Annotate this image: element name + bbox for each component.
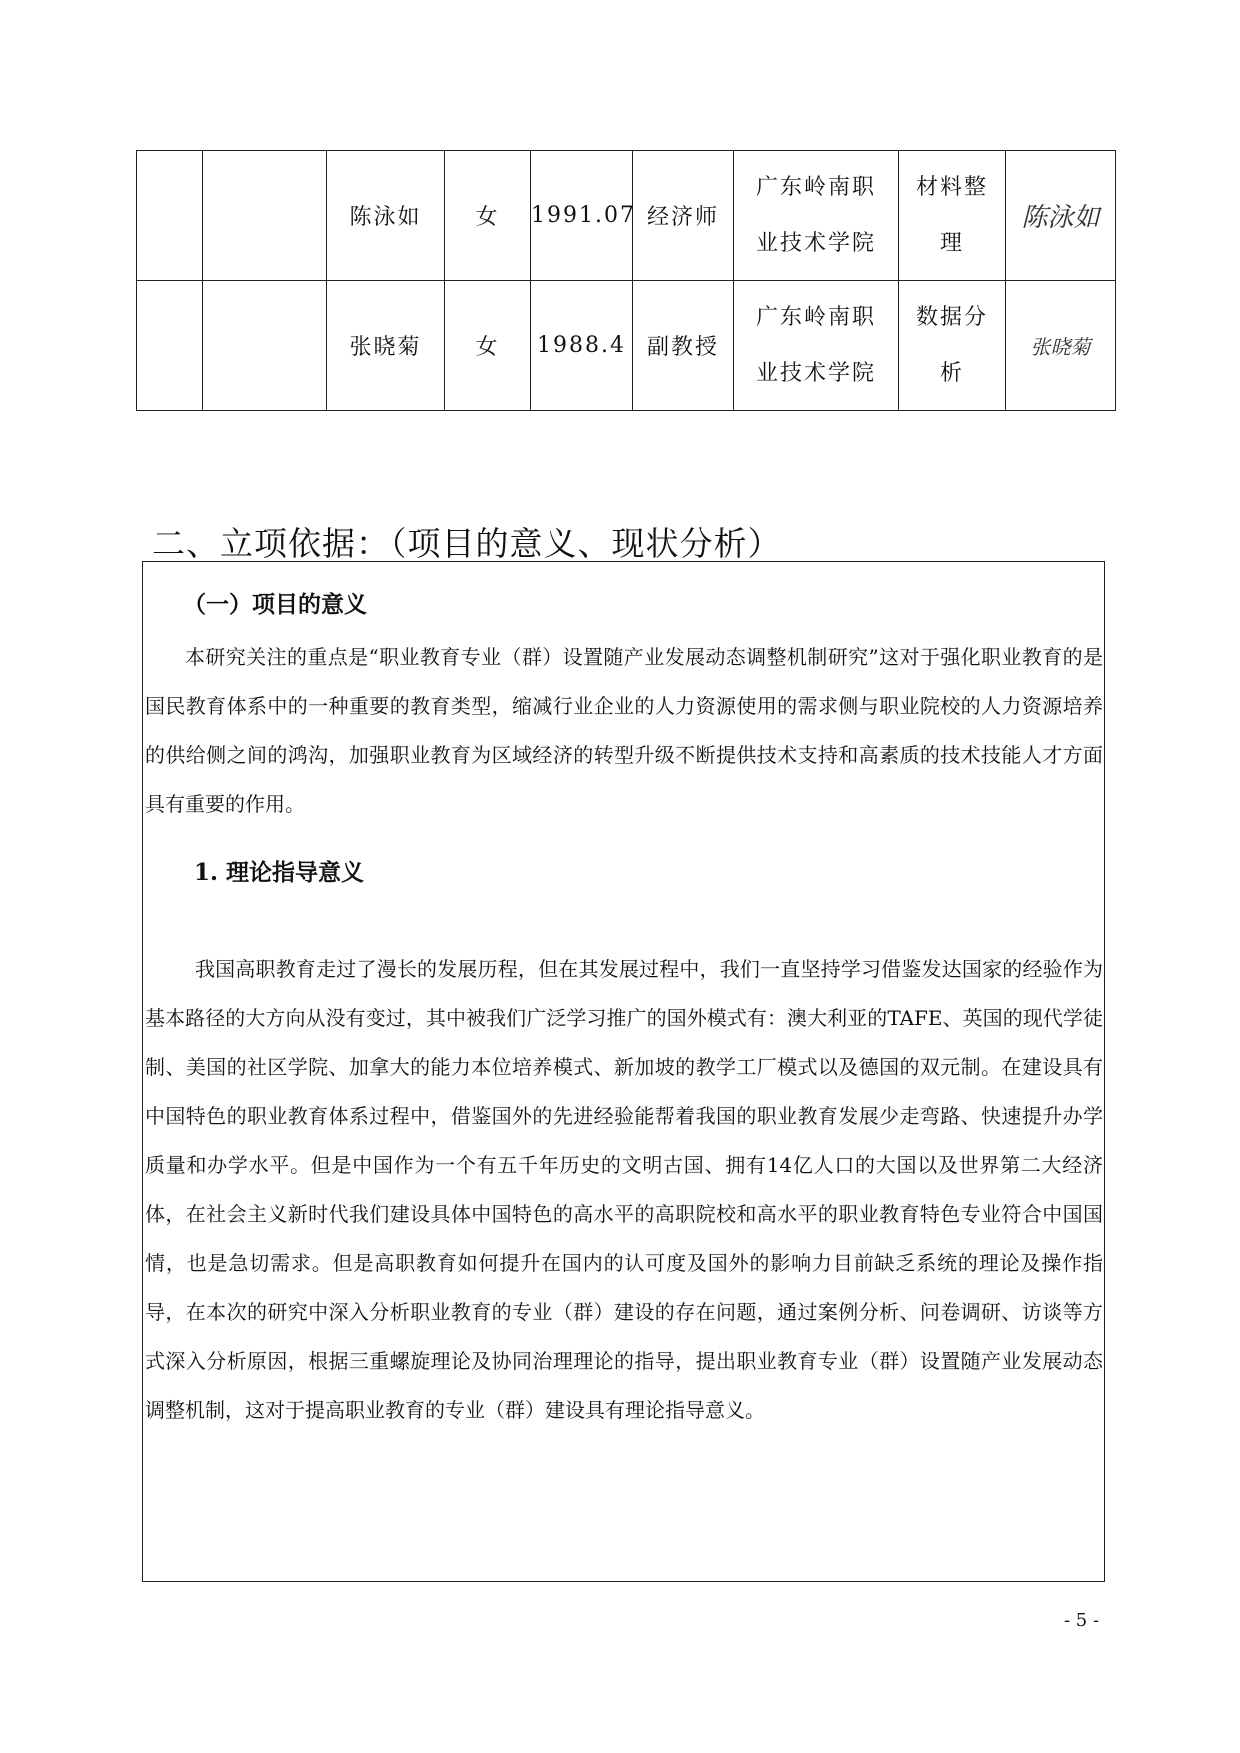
member-name: 陈泳如 [327, 151, 445, 281]
paragraph: 本研究关注的重点是“职业教育专业（群）设置随产业发展动态调整机制研究”这对于强化职业教育的是国民教育体系中的一种重要的教育类型，缩减行业企业的人力资源使用的需求侧与职业院校的人力资源培养的供给侧之间的鸿沟，加强职业教育为区域经济的转型升级不断提供技术支持和高素质的技术技能人才方面具有重要的作用。 [145, 645, 1103, 816]
member-duty [899, 281, 1006, 411]
signature-image: 张晓菊 [1030, 335, 1091, 359]
member-birth: 1988.4 [531, 281, 633, 411]
member-duty-line2: 理 [939, 230, 964, 256]
member-gender: 女 [445, 151, 531, 281]
member-duty [899, 151, 1006, 281]
page-number: - 5 - [1064, 1610, 1100, 1631]
sub-heading: （一）项目的意义 [183, 591, 367, 618]
member-name: 张晓菊 [327, 281, 445, 411]
content-box [142, 561, 1105, 1582]
member-unit-line1: 广东岭南职 [755, 174, 876, 200]
member-signature [1006, 281, 1116, 411]
member-table [136, 150, 1116, 411]
table-row [137, 281, 1116, 411]
member-unit [734, 151, 899, 281]
table-row [137, 151, 1116, 281]
empty-cell [137, 281, 203, 411]
sub-heading: 1. 理论指导意义 [194, 859, 365, 886]
member-signature [1006, 151, 1116, 281]
signature-image: 陈泳如 [1021, 203, 1100, 233]
member-title: 副教授 [633, 281, 734, 411]
member-unit-line1: 广东岭南职 [755, 304, 876, 330]
member-unit-line2: 业技术学院 [755, 360, 876, 386]
member-unit [734, 281, 899, 411]
empty-cell [203, 151, 327, 281]
paragraph: 我国高职教育走过了漫长的发展历程，但在其发展过程中，我们一直坚持学习借鉴发达国家的经验作为基本路径的大方向从没有变过，其中被我们广泛学习推广的国外模式有：澳大利亚的TAFE、英国的现代学徒制、美国的社区学院、加拿大的能力本位培养模式、新加坡的教学工厂模式以及德国的双元制。在建设具有中国特色的职业教育体系过程中，借鉴国外的先进经验能帮着我国的职业教育发展少走弯路、快速提升办学质量和办学水平。但是中国作为一个有五千年历史的文明古国、拥有14亿人口的大国以及世界第二大经济体，在社会主义新时代我们建设具体中国特色的高水平的高职院校和高水平的职业教育特色专业符合中国国情，也是急切需求。但是高职教育如何提升在国内的认可度及国外的影响力目前缺乏系统的理论及操作指导，在本次的研究中深入分析职业教育的专业（群）建设的存在问题，通过案例分析、问卷调研、访谈等方式深入分析原因，根据三重螺旋理论及协同治理理论的指导，提出职业教育专业（群）设置随产业发展动态调整机制，这对于提高职业教育的专业（群）建设具有理论指导意义。 [145, 957, 1103, 1422]
member-duty-line1: 材料整 [915, 174, 988, 200]
member-unit-line2: 业技术学院 [755, 230, 876, 256]
empty-cell [137, 151, 203, 281]
member-duty-line2: 析 [939, 360, 964, 386]
member-birth: 1991.07 [531, 151, 633, 281]
section-heading: 二、立项依据：（项目的意义、现状分析） [152, 524, 782, 563]
member-gender: 女 [445, 281, 531, 411]
empty-cell [203, 281, 327, 411]
member-duty-line1: 数据分 [915, 304, 988, 330]
member-title: 经济师 [633, 151, 734, 281]
